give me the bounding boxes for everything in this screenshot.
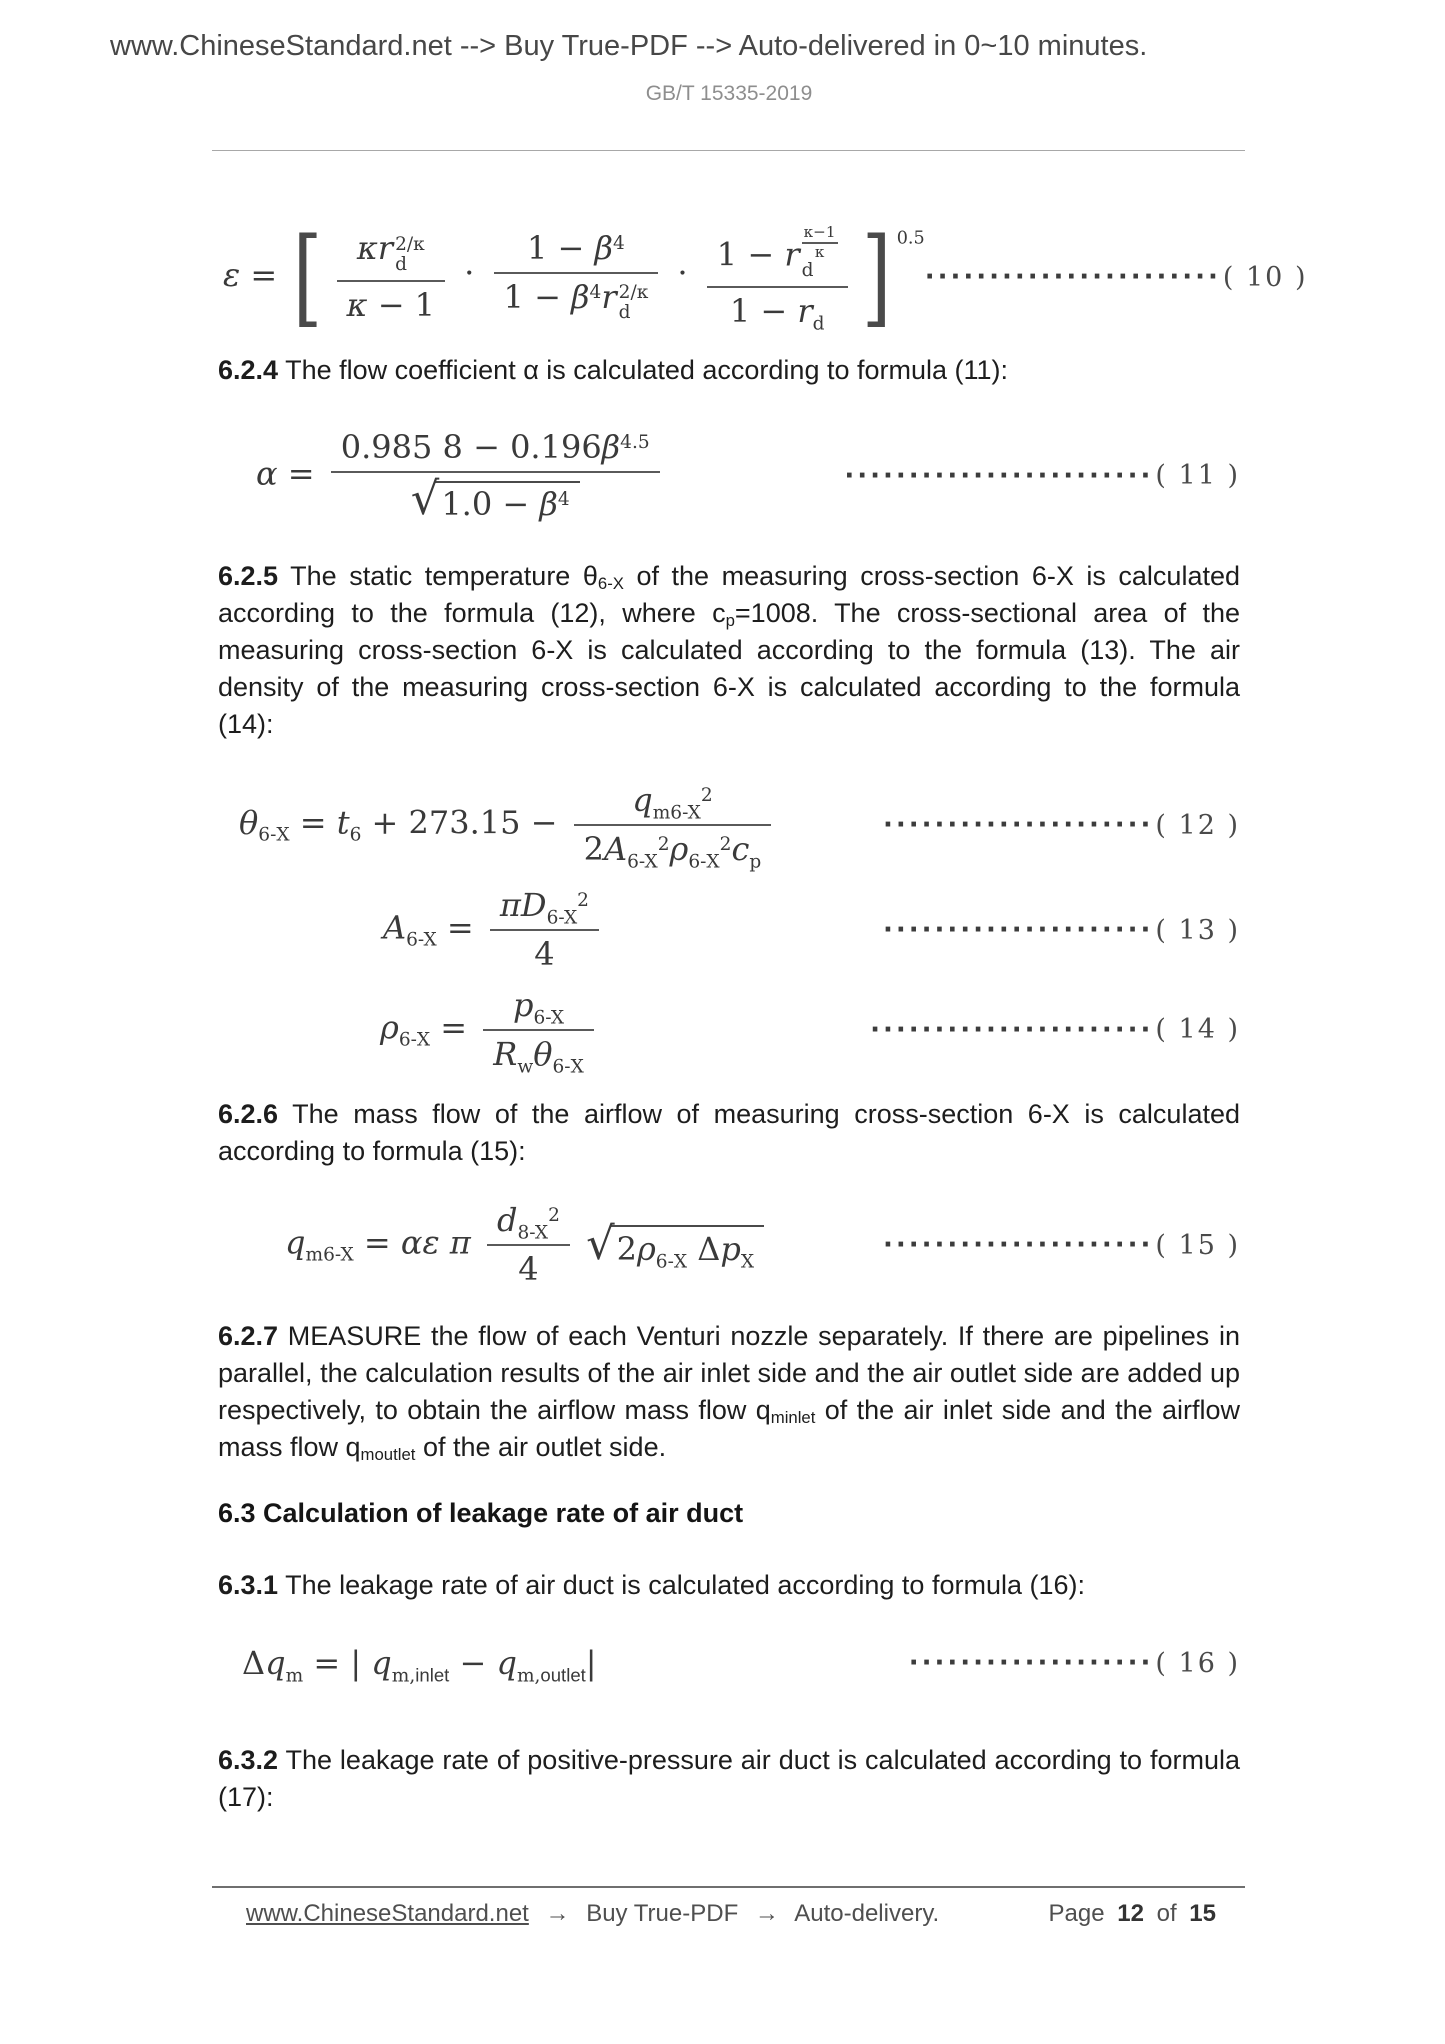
formula-11 — [218, 408, 1240, 543]
page-indicator — [1047, 1900, 1241, 1928]
dot-leader-15: ····················· — [882, 1230, 1154, 1260]
formula-number-12: ( 12 ) — [1155, 809, 1240, 841]
footer — [218, 1900, 1240, 1928]
formula-number-15: ( 15 ) — [1155, 1229, 1240, 1261]
formula-16-math: $\Delta q_m$ = | $q_{m,inlet} - q_{m,outlet}|$ — [242, 1644, 597, 1687]
dot-leader-13: ····················· — [882, 915, 1154, 945]
doc-number: GB/T 15335-2019 — [645, 82, 813, 105]
of-label: of — [1156, 1900, 1177, 1927]
header-banner: www.ChineseStandard.net --> Buy True-PDF --> Auto-delivered in 0~10 minutes. — [110, 30, 1148, 62]
paragraph-6-2-5: 6.2.5 The static temperature $\theta_{6-X}$ of the measuring cross-section 6-X is calculated according to the formula (12), where $c_p=1008$. The cross-sectional area of the measuring cross-section 6-X is calculated according to the formula (13). The air density of the measuring cross-section 6-X is calculated according to the formula (14): — [218, 561, 1240, 739]
page-current: 12 — [1117, 1900, 1144, 1927]
paragraph-6-2-4: 6.2.4 The flow coefficient α is calculated according to formula (11): — [218, 355, 1009, 385]
formula-16 — [218, 1628, 1240, 1698]
formula-12 — [218, 765, 1240, 885]
paragraph-6-2-7: 6.2.7 MEASURE the flow of each Venturi nozzle separately. If there are pipelines in parallel, the calculation results of the air inlet side and the air outlet side are added up respectively, to obtain the airflow mass flow $q_{minlet}$ of the air inlet side and the airflow mass flow $q_{moutlet}$ of the air outlet side. — [218, 1321, 1240, 1465]
footer-rule — [212, 1886, 1245, 1888]
formula-11-math: α = $\frac{0.985 8 - 0.196\beta^{4.5}}{√1.0 - \beta^4}$ — [256, 429, 666, 523]
formula-10 — [218, 212, 1308, 342]
header-rule — [212, 150, 1245, 151]
heading-6-3: 6.3 Calculation of leakage rate of air duct — [218, 1498, 744, 1528]
formula-13-math: $A_{6-X}$ = $\frac{\pi D_{6-X}^2}{4}$ — [383, 887, 605, 973]
formula-14-math: $\rho_{6-X}$ = $\frac{p_{6-X}}{R_w\theta_{6-X}}$ — [380, 987, 600, 1073]
dot-leader-12: ····················· — [882, 810, 1154, 840]
footer-arrow-icon: → — [754, 1900, 779, 1927]
footer-arrow-icon: → — [545, 1900, 570, 1927]
footer-buy-text: Buy True-PDF — [586, 1900, 739, 1927]
formula-number-13: ( 13 ) — [1155, 914, 1240, 946]
dot-leader-10: ······················· — [924, 262, 1221, 292]
page-total: 15 — [1189, 1900, 1216, 1927]
formula-15-math: $q_{m6-X} = \alpha\varepsilon$ π $\frac{d_{8-X}^2}{4}$ $√2\rho_{6-X}$ $\Delta p_X$ — [285, 1202, 764, 1288]
formula-number-11: ( 11 ) — [1155, 460, 1240, 491]
dot-leader-16: ··················· — [908, 1648, 1154, 1678]
formula-number-16: ( 16 ) — [1155, 1647, 1240, 1679]
paragraph-6-3-1: 6.3.1 The leakage rate of air duct is calculated according to formula (16): — [218, 1570, 1085, 1600]
formula-15 — [218, 1195, 1240, 1295]
dot-leader-11: ························ — [844, 460, 1154, 491]
dot-leader-14: ······················ — [870, 1014, 1154, 1045]
formula-number-14: ( 14 ) — [1155, 1014, 1240, 1045]
footer-delivery-text: Auto-delivery. — [794, 1900, 940, 1927]
footer-left — [218, 1900, 939, 1928]
page-label: Page — [1048, 1900, 1105, 1927]
formula-14 — [218, 982, 1240, 1077]
paragraph-6-3-2: 6.3.2 The leakage rate of positive-pressure air duct is calculated according to formula (17): — [218, 1745, 1240, 1812]
formula-13 — [218, 885, 1240, 975]
formula-number-10: ( 10 ) — [1222, 261, 1308, 293]
formula-12-math: $\theta_{6-X} = t_6 + 273.15$ − $\frac{q_{m6-X}^2}{2A_{6-X}^2\rho_{6-X}^2c_p}$ — [239, 782, 777, 868]
footer-link[interactable]: www.ChineseStandard.net — [246, 1900, 529, 1927]
paragraph-6-2-6: 6.2.6 The mass flow of the airflow of measuring cross-section 6-X is calculated according to formula (15): — [218, 1099, 1240, 1166]
formula-10-math: ε = [ κr 2/κ d κ − 1 • $1 - \beta^4$ $1 - \beta^4r$ 2/κ d • 1 − r κ−1 κ d $1 - r_d$ ] $^{0.5}$ — [223, 215, 925, 339]
